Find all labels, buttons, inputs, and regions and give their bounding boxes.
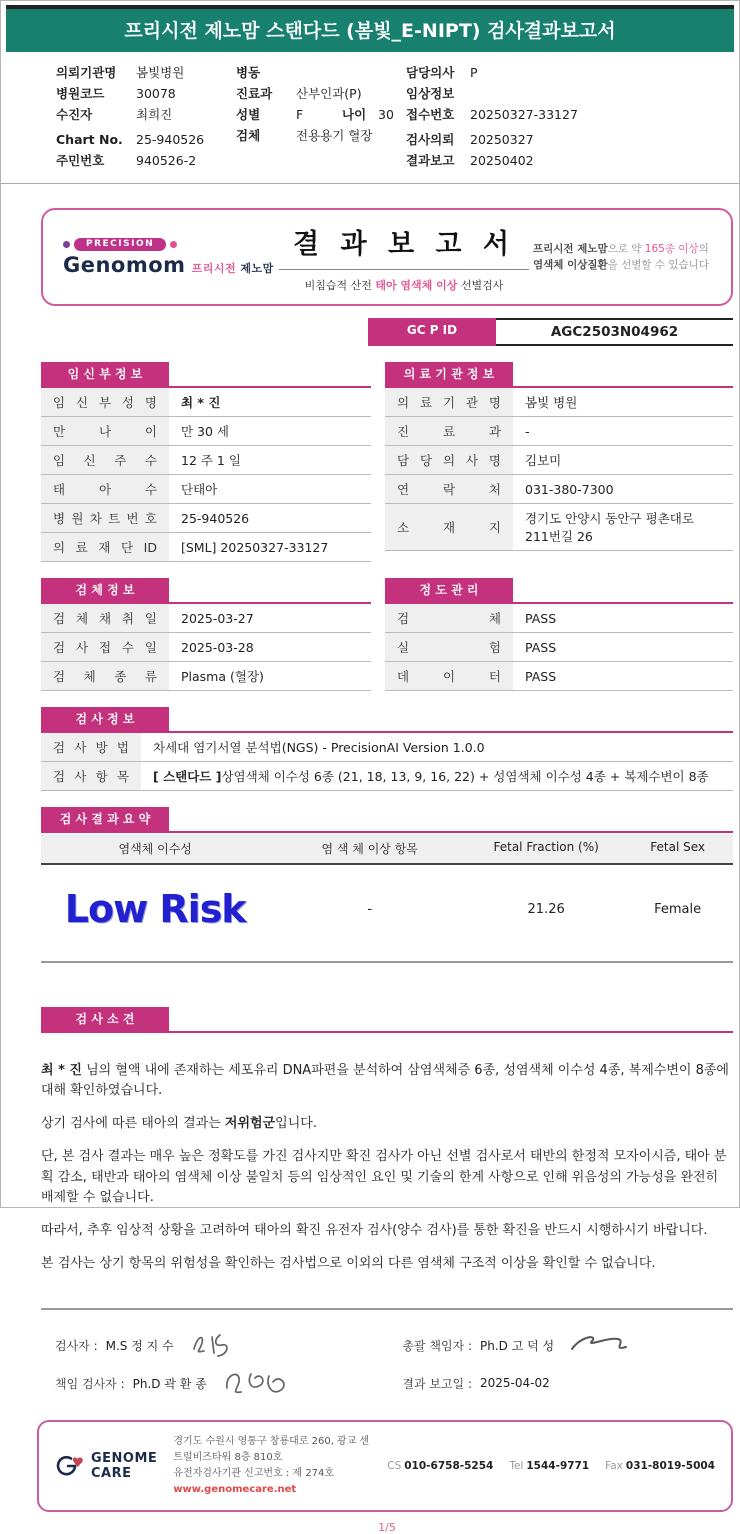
findings-paragraph: 본 검사는 상기 항목의 위험성을 확인하는 검사법으로 이외의 다른 염색체 구조적 이상을 확인할 수 없습니다. <box>41 1255 656 1271</box>
abnormal-item-value: - <box>367 901 373 917</box>
patient-info-col3 <box>406 62 729 171</box>
page-title: 프리시전 제노맘 스탠다드 (봄빛_E-NIPT) 검사결과보고서 <box>6 5 734 52</box>
patient-info-col2 <box>236 62 406 171</box>
genome-care-logo: GENOME CARE <box>55 1451 157 1481</box>
table-row: 데 이 터 PASS <box>385 662 733 691</box>
table-row: 임 신 부 성 명 최 * 진 <box>41 388 371 417</box>
summary-header-row: 염색체 이수성 염 색 체 이상 항목 Fetal Fraction (%) Fetal Sex <box>41 834 733 865</box>
table-row: 의 료 재 단 ID [SML] 20250327-33127 <box>41 533 371 562</box>
findings-paragraph: 최 * 진 님의 혈액 내에 존재하는 세포유리 DNA파편을 분석하여 삼염색체증 6종, 성염색체 이수성 4종, 복제수변이 8종에 대해 확인하였습니다. <box>41 1063 729 1099</box>
gcp-id-row <box>41 318 733 346</box>
patient-info-header <box>1 52 739 184</box>
badge-dot-icon <box>170 241 177 248</box>
table-row: 검 사 방 법 차세대 염기서열 분석법(NGS) - PrecisionAI Version 1.0.0 <box>41 733 733 762</box>
footer-address: 경기도 수원시 영통구 창룡대로 260, 광교 센트럴비즈타워 8층 810호 유전자검사기관 신고번호 : 제 274호 www.genomecare.net <box>173 1434 371 1498</box>
section-title: 검 사 소 견 <box>41 1007 169 1031</box>
info-row: 주민번호 940526-2 <box>56 153 197 168</box>
report-subtitle: 비침습적 산전 태아 염색체 이상 선별검사 <box>304 278 504 292</box>
fetal-fraction-value: 21.26 <box>527 901 565 917</box>
info-row: 검사의뢰 20250327 <box>406 132 534 147</box>
chief-signature-icon <box>568 1331 632 1359</box>
table-row: 연 락 처 031-380-7300 <box>385 475 733 504</box>
table-row: 병 원 차 트 번 호 25-940526 <box>41 504 371 533</box>
table-row: 검 체 PASS <box>385 604 733 633</box>
result-summary <box>41 807 733 963</box>
findings-section <box>41 1007 733 1274</box>
brand-kr-dark: 제노맘 <box>240 261 274 275</box>
info-row: Chart No. 25-940526 <box>56 132 205 147</box>
findings-text <box>41 1061 733 1274</box>
gcp-id-label: GC P ID <box>368 318 496 346</box>
responsible-signature-icon <box>221 1366 299 1400</box>
table-row: 담 당 의 사 명 김보미 <box>385 446 733 475</box>
genome-care-logo-icon <box>55 1453 85 1479</box>
table-row: 소 재 지 경기도 안양시 동안구 평촌대로 211번길 26 <box>385 504 733 551</box>
genomom-logo <box>63 238 275 277</box>
findings-paragraph: 상기 검사에 따른 태아의 결과는 저위험군입니다. <box>41 1116 317 1132</box>
report-title: 결 과 보 고 서 <box>279 222 529 270</box>
table-row: 만 나 이 만 30 세 <box>41 417 371 446</box>
section-title: 검 사 정 보 <box>41 707 169 731</box>
info-row: 진료과 산부인과(P) <box>236 86 362 101</box>
table-row: 임 신 주 수 12 주 1 일 <box>41 446 371 475</box>
fetal-sex-value: Female <box>654 901 702 917</box>
tester-signature-row: 검사자 : M.S 정 지 수 <box>55 1326 376 1364</box>
clinic-info-table <box>385 362 733 562</box>
table-row: 진 료 과 - <box>385 417 733 446</box>
brand-kr-pink: 프리시전 <box>191 261 237 275</box>
report-body <box>1 208 739 1534</box>
info-row: 담당의사 P <box>406 65 478 80</box>
info-row: 결과보고 20250402 <box>406 153 534 168</box>
badge-dot-icon <box>63 241 70 248</box>
table-row: 실 험 PASS <box>385 633 733 662</box>
report-title-block <box>275 222 533 293</box>
findings-paragraph: 단, 본 검사 결과는 매우 높은 정확도를 가진 검사지만 확진 검사가 아닌 선별 검사로서 태반의 한정적 모자이시즘, 태아 분획 감소, 태반과 태아의 염색체 이상 불일치 등의 임상적인 요인 및 기술의 한계 사항으로 인해 위음성의 가능성을 완전히 배제할 수 없습니다. <box>41 1149 727 1205</box>
qc-table <box>385 578 733 691</box>
summary-result-row <box>41 865 733 963</box>
pregnant-info-table <box>41 362 371 562</box>
report-header-card <box>41 208 733 306</box>
tester-signature-icon <box>188 1329 260 1361</box>
specimen-info-table <box>41 578 371 691</box>
footer-website: www.genomecare.net <box>173 1484 297 1496</box>
brand-name: Genomom <box>63 252 186 277</box>
section-title: 정 도 관 리 <box>385 578 513 602</box>
report-note: 프리시전 제노맘으로 약 165종 이상의 염색체 이상질환을 선별할 수 있습니다 <box>533 242 709 271</box>
chief-signature-row: 총괄 책임자 : Ph.D 고 덕 성 <box>402 1326 723 1364</box>
table-row: 의 료 기 관 명 봄빛 병원 <box>385 388 733 417</box>
footer-contacts: CS 010-6758-5254 Tel 1544-9771 Fax 031-8019-5004 <box>387 1460 715 1473</box>
info-row: 성별 F 나이 30 <box>236 107 394 122</box>
page-number: 1/5 <box>378 1521 396 1534</box>
result-value: Low Risk <box>64 887 246 931</box>
table-row: 검 체 종 류 Plasma (혈장) <box>41 662 371 691</box>
gcp-id-value: AGC2503N04962 <box>496 318 733 346</box>
info-row: 접수번호 20250327-33127 <box>406 107 578 122</box>
footer-card <box>37 1420 733 1512</box>
section-title: 검 사 결 과 요 약 <box>41 807 169 831</box>
section-title: 임 신 부 정 보 <box>41 362 169 386</box>
table-row: 검 체 채 취 일 2025-03-27 <box>41 604 371 633</box>
table-row: 태 아 수 단태아 <box>41 475 371 504</box>
section-title: 의 료 기 관 정 보 <box>385 362 513 386</box>
table-row: 검 사 항 목 [ 스탠다드 ] 상염색체 이수성 6종 (21, 18, 13, 9, 16, 22) + 성염색체 이수성 4종 + 복제수변이 8종 <box>41 762 733 791</box>
info-row: 검체 전용용기 혈장 <box>236 128 373 143</box>
info-row: 병원코드 30078 <box>56 86 176 101</box>
info-row: 병동 <box>236 65 261 80</box>
patient-info-col1 <box>56 62 236 171</box>
info-row: 수진자 최희진 <box>56 107 173 122</box>
info-row: 임상정보 <box>406 86 455 101</box>
test-info-table <box>41 707 733 791</box>
findings-paragraph: 따라서, 추후 임상적 상황을 고려하여 태아의 확진 유전자 검사(양수 검사)를 통한 확진을 반드시 시행하시기 바랍니다. <box>41 1222 708 1238</box>
report-date-row: 결과 보고일 : 2025-04-02 <box>402 1376 550 1391</box>
responsible-signature-row: 책임 검사자 : Ph.D 곽 환 종 <box>55 1364 376 1402</box>
info-row: 의뢰기관명 봄빛병원 <box>56 65 185 80</box>
table-row: 검 사 접 수 일 2025-03-28 <box>41 633 371 662</box>
signature-block <box>41 1308 733 1402</box>
precision-badge: PRECISION <box>74 238 166 251</box>
section-title: 검 체 정 보 <box>41 578 169 602</box>
